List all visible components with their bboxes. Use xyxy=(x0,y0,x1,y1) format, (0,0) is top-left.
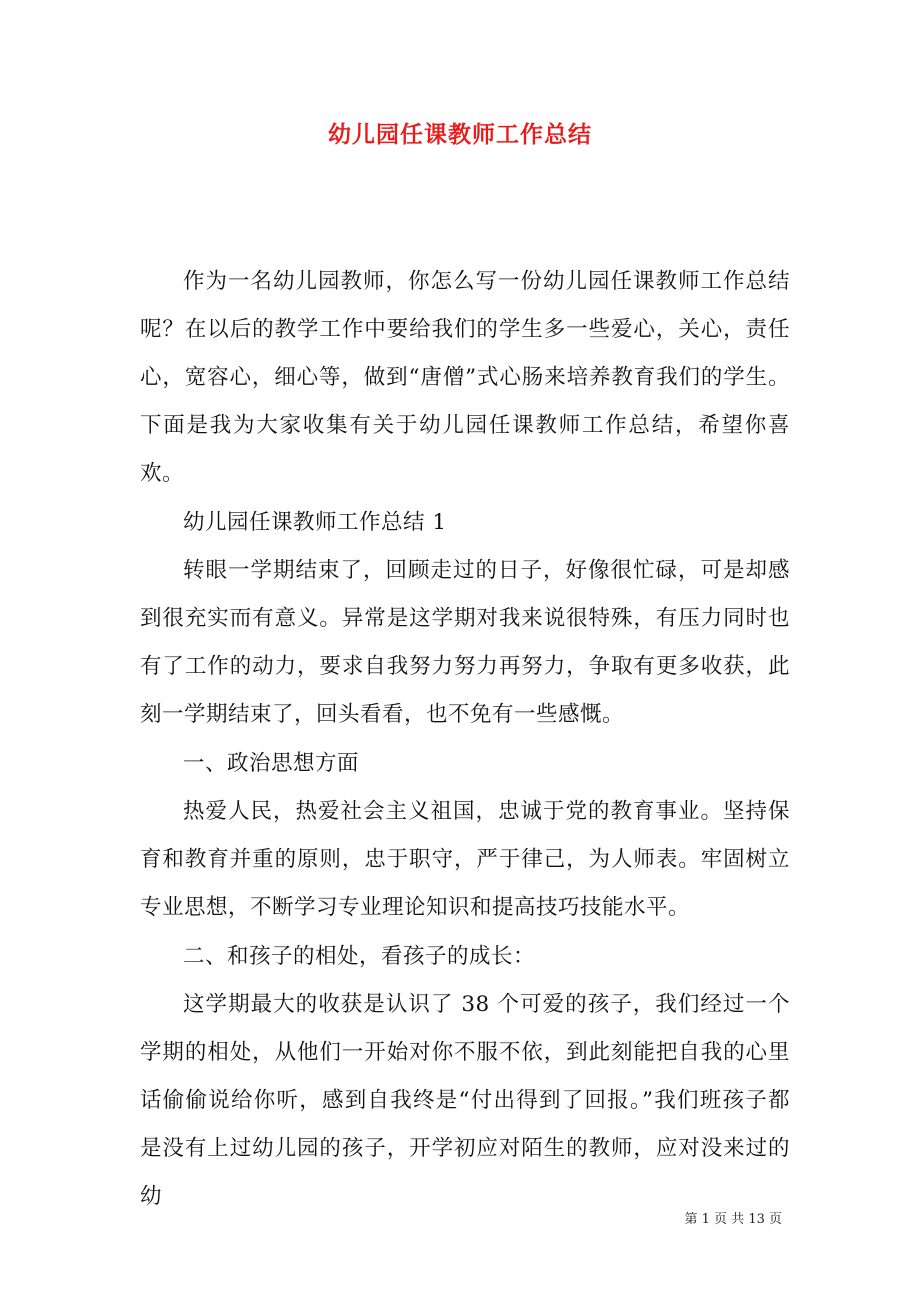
section-title: 幼儿园任课教师工作总结 1 xyxy=(183,510,447,535)
body-paragraph-1: 转眼一学期结束了，回顾走过的日子，好像很忙碌，可是却感到很充实而有意义。异常是这学期对我来说很特殊，有压力同时也有了工作的动力，要求自我努力努力再努力，争取有更多收获，此刻一学期结束了，回头看看，也不免有一些感慨。 xyxy=(140,558,790,727)
document-title: 幼儿园任课教师工作总结 xyxy=(328,121,592,148)
body-paragraph-3: 这学期最大的收获是认识了 38 个可爱的孩子，我们经过一个学期的相处，从他们一开始对你不服不依，到此刻能把自我的心里话偷偷说给你听，感到自我终是“付出得到了回报。”我们班孩子都是没有上过幼儿园的孩子，开学初应对陌生的教师，应对没来过的幼 xyxy=(140,992,790,1209)
intro-paragraph: 作为一名幼儿园教师，你怎么写一份幼儿园任课教师工作总结呢？在以后的教学工作中要给我们的学生多一些爱心，关心，责任心，宽容心，细心等，做到“唐僧”式心肠来培养教育我们的学生。下面是我为大家收集有关于幼儿园任课教师工作总结，希望你喜欢。 xyxy=(140,269,790,486)
heading-children: 二、和孩子的相处，看孩子的成长： xyxy=(183,944,536,969)
heading-politics: 一、政治思想方面 xyxy=(183,751,360,776)
body-paragraph-2: 热爱人民，热爱社会主义祖国，忠诚于党的教育事业。坚持保育和教育并重的原则，忠于职守，严于律己，为人师表。牢固树立专业思想，不断学习专业理论知识和提高技巧技能水平。 xyxy=(140,799,790,920)
page-number: 第 1 页 共 13 页 xyxy=(684,1212,782,1227)
